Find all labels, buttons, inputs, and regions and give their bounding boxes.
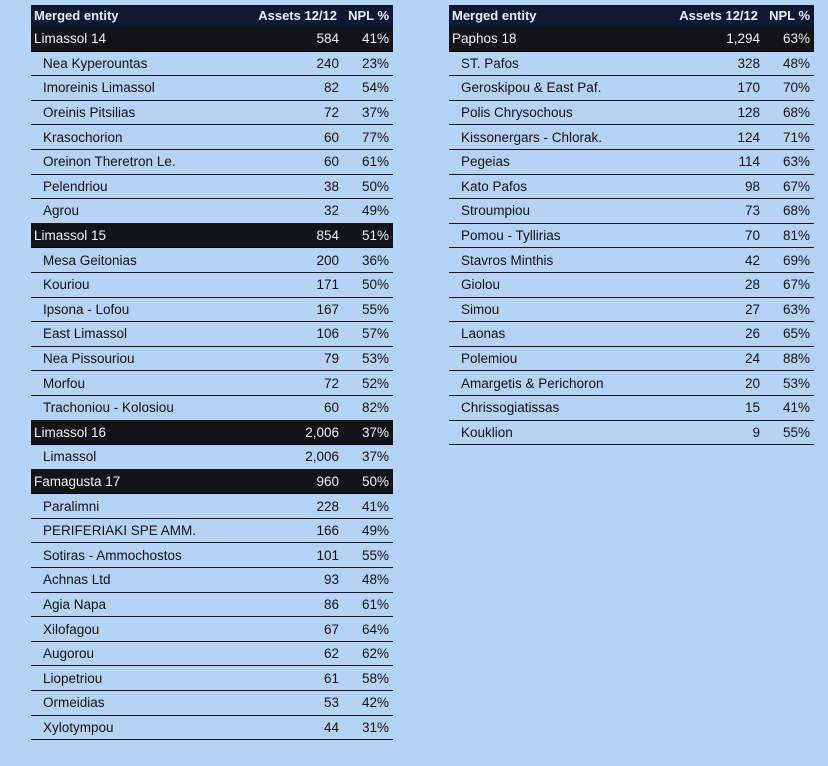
table-row: [31, 691, 393, 716]
entity-name: Stroumpiou: [461, 203, 531, 219]
entity-assets: 86: [323, 596, 339, 612]
entity-name: Limassol: [43, 449, 97, 465]
entity-npl: 55%: [782, 424, 810, 440]
table-row: [31, 52, 393, 77]
entity-assets: 26: [744, 326, 760, 342]
entity-name: Chrissogiatissas: [461, 400, 560, 416]
entity-name: Xilofagou: [43, 621, 100, 637]
group-name: Limassol 14: [34, 31, 107, 47]
entity-assets: 328: [737, 55, 760, 71]
entity-assets: 79: [323, 351, 339, 367]
group-name: Famagusta 17: [34, 473, 121, 489]
header-npl: NPL %: [769, 8, 810, 23]
entity-npl: 68%: [782, 203, 810, 219]
entity-assets: 24: [744, 351, 760, 367]
group-assets: 584: [316, 31, 339, 47]
entity-name: Oreinon Theretron Le.: [43, 154, 176, 170]
table-row: [31, 642, 393, 667]
entity-assets: 42: [744, 252, 760, 268]
entity-npl: 31%: [361, 719, 389, 735]
entity-name: Krasochorion: [43, 129, 123, 145]
table-row: [449, 298, 814, 323]
table-row: [31, 445, 393, 470]
entity-npl: 52%: [361, 375, 389, 391]
entity-assets: 32: [323, 203, 339, 219]
entity-name: Mesa Geitonias: [43, 252, 137, 268]
table-row: [31, 593, 393, 618]
table-row: [449, 199, 814, 224]
entity-name: Pomou - Tyllirias: [461, 228, 561, 244]
table-row: [449, 248, 814, 273]
entity-assets: 67: [323, 621, 339, 637]
entity-assets: 128: [737, 105, 760, 121]
entity-name: Pelendriou: [43, 178, 108, 194]
entity-assets: 27: [744, 301, 760, 317]
table-header: [449, 5, 814, 27]
entity-assets: 98: [744, 178, 760, 194]
entity-name: ST. Pafos: [461, 55, 519, 71]
table-row: [31, 298, 393, 323]
table-row: [31, 494, 393, 519]
table-row: [449, 76, 814, 101]
entity-npl: 49%: [361, 203, 389, 219]
entity-assets: 170: [737, 80, 760, 96]
entity-name: Liopetriou: [43, 670, 103, 686]
entity-npl: 63%: [782, 154, 810, 170]
entity-name: Trachoniou - Kolosiou: [43, 400, 174, 416]
entity-assets: 53: [323, 695, 339, 711]
left-table: [31, 5, 393, 740]
group-row: [31, 27, 393, 52]
table-row: [31, 273, 393, 298]
entity-name: Kouklion: [461, 424, 513, 440]
table-row: [31, 125, 393, 150]
entity-npl: 37%: [361, 449, 389, 465]
entity-npl: 70%: [782, 80, 810, 96]
entity-name: Oreinis Pitsilias: [43, 105, 136, 121]
entity-npl: 88%: [782, 351, 810, 367]
entity-name: East Limassol: [43, 326, 128, 342]
entity-assets: 60: [323, 400, 339, 416]
table-row: [31, 347, 393, 372]
table-row: [31, 101, 393, 126]
entity-npl: 37%: [361, 105, 389, 121]
entity-name: Imoreinis Limassol: [43, 80, 155, 96]
entity-name: Kissonergars - Chlorak.: [461, 129, 603, 145]
header-npl: NPL %: [348, 8, 389, 23]
entity-assets: 61: [323, 670, 339, 686]
table-row: [449, 224, 814, 249]
table-row: [449, 52, 814, 77]
entity-name: Nea Pissouriou: [43, 351, 135, 367]
entity-npl: 58%: [361, 670, 389, 686]
entity-assets: 2,006: [305, 449, 339, 465]
group-row: [449, 27, 814, 52]
group-assets: 854: [316, 228, 339, 244]
entity-name: Stavros Minthis: [461, 252, 554, 268]
table-row: [31, 617, 393, 642]
table-row: [449, 101, 814, 126]
entity-name: Kato Pafos: [461, 178, 528, 194]
table-row: [449, 347, 814, 372]
entity-name: Xylotympou: [43, 719, 114, 735]
entity-npl: 69%: [782, 252, 810, 268]
entity-name: Ipsona - Lofou: [43, 301, 130, 317]
table-row: [449, 396, 814, 421]
table-row: [31, 371, 393, 396]
entity-name: Polemiou: [461, 351, 518, 367]
entity-npl: 63%: [782, 301, 810, 317]
group-row: [31, 224, 393, 249]
entity-name: Achnas Ltd: [43, 572, 111, 588]
entity-npl: 65%: [782, 326, 810, 342]
entity-npl: 53%: [782, 375, 810, 391]
entity-name: Augorou: [43, 646, 95, 662]
table-row: [31, 199, 393, 224]
table-row: [31, 76, 393, 101]
entity-assets: 28: [744, 277, 760, 293]
entity-npl: 64%: [361, 621, 389, 637]
table-row: [31, 175, 393, 200]
table-row: [31, 519, 393, 544]
entity-assets: 60: [323, 129, 339, 145]
entity-npl: 81%: [782, 228, 810, 244]
entity-assets: 106: [316, 326, 339, 342]
entity-assets: 20: [744, 375, 760, 391]
group-name: Paphos 18: [452, 31, 517, 47]
group-npl: 50%: [361, 473, 389, 489]
table-row: [31, 248, 393, 273]
entity-npl: 55%: [361, 547, 389, 563]
entity-name: Agrou: [43, 203, 80, 219]
entity-assets: 62: [323, 646, 339, 662]
table-row: [31, 666, 393, 691]
group-npl: 37%: [361, 424, 389, 440]
table-row: [31, 150, 393, 175]
entity-assets: 73: [744, 203, 760, 219]
table-row: [449, 371, 814, 396]
header-assets: Assets 12/12: [679, 8, 758, 23]
entity-npl: 50%: [361, 277, 389, 293]
entity-name: Paralimni: [43, 498, 100, 514]
entity-npl: 48%: [782, 55, 810, 71]
entity-npl: 71%: [782, 129, 810, 145]
entity-assets: 72: [323, 375, 339, 391]
entity-npl: 82%: [361, 400, 389, 416]
entity-npl: 68%: [782, 105, 810, 121]
entity-assets: 70: [744, 228, 760, 244]
entity-assets: 114: [738, 154, 760, 170]
entity-npl: 48%: [361, 572, 389, 588]
entity-npl: 62%: [361, 646, 389, 662]
table-row: [449, 322, 814, 347]
right-table-body: [449, 27, 814, 445]
header-entity: Merged entity: [452, 8, 537, 23]
entity-assets: 228: [316, 498, 339, 514]
entity-name: Amargetis & Perichoron: [461, 375, 604, 391]
entity-npl: 54%: [361, 80, 389, 96]
table-row: [31, 322, 393, 347]
group-row: [31, 470, 393, 495]
entity-assets: 101: [316, 547, 339, 563]
table-row: [31, 543, 393, 568]
entity-assets: 82: [323, 80, 339, 96]
entity-assets: 167: [316, 301, 339, 317]
entity-assets: 200: [316, 252, 339, 268]
left-table-body: [31, 27, 393, 740]
group-name: Limassol 16: [34, 424, 107, 440]
table-row: [449, 421, 814, 446]
group-assets: 960: [316, 473, 339, 489]
entity-name: Agia Napa: [43, 596, 107, 612]
entity-assets: 9: [752, 424, 760, 440]
group-row: [31, 421, 393, 446]
group-npl: 51%: [361, 228, 389, 244]
entity-assets: 72: [323, 105, 339, 121]
table-row: [449, 273, 814, 298]
entity-name: Nea Kyperountas: [43, 55, 148, 71]
entity-name: Laonas: [461, 326, 506, 342]
entity-name: Geroskipou & East Paf.: [461, 80, 602, 96]
group-name: Limassol 15: [34, 228, 107, 244]
entity-npl: 41%: [782, 400, 810, 416]
group-assets: 1,294: [726, 31, 760, 47]
entity-assets: 124: [737, 129, 760, 145]
header-assets: Assets 12/12: [258, 8, 337, 23]
entity-npl: 23%: [361, 55, 389, 71]
entity-assets: 15: [744, 400, 760, 416]
entity-name: Simou: [461, 301, 500, 317]
entity-npl: 49%: [361, 523, 389, 539]
group-assets: 2,006: [305, 424, 339, 440]
entity-name: Pegeias: [461, 154, 510, 170]
entity-npl: 67%: [782, 178, 810, 194]
table-header: [31, 5, 393, 27]
entity-name: Morfou: [43, 375, 86, 391]
entity-npl: 55%: [361, 301, 389, 317]
entity-npl: 67%: [782, 277, 810, 293]
entity-name: PERIFERIAKI SPE AMM.: [43, 523, 197, 539]
group-npl: 63%: [782, 31, 810, 47]
entity-npl: 57%: [361, 326, 389, 342]
table-row: [31, 396, 393, 421]
right-table: [449, 5, 814, 445]
entity-assets: 93: [323, 572, 339, 588]
entity-npl: 77%: [361, 129, 389, 145]
entity-npl: 53%: [361, 351, 389, 367]
table-row: [449, 175, 814, 200]
table-row: [31, 716, 393, 741]
table-row: [31, 568, 393, 593]
group-npl: 41%: [361, 31, 389, 47]
entity-npl: 61%: [361, 154, 389, 170]
entity-assets: 171: [316, 277, 339, 293]
entity-assets: 44: [323, 719, 339, 735]
entity-npl: 50%: [361, 178, 389, 194]
entity-npl: 41%: [361, 498, 389, 514]
entity-assets: 38: [323, 178, 339, 194]
entity-name: Ormeidias: [43, 695, 105, 711]
entity-name: Kouriou: [43, 277, 90, 293]
table-row: [449, 125, 814, 150]
entity-assets: 166: [316, 523, 339, 539]
entity-npl: 36%: [361, 252, 389, 268]
entity-name: Sotiras - Ammochostos: [43, 547, 182, 563]
header-entity: Merged entity: [34, 8, 119, 23]
table-row: [449, 150, 814, 175]
entity-name: Giolou: [461, 277, 501, 293]
entity-assets: 240: [316, 55, 339, 71]
entity-name: Polis Chrysochous: [461, 105, 573, 121]
entity-assets: 60: [323, 154, 339, 170]
entity-npl: 42%: [361, 695, 389, 711]
entity-npl: 61%: [361, 596, 389, 612]
